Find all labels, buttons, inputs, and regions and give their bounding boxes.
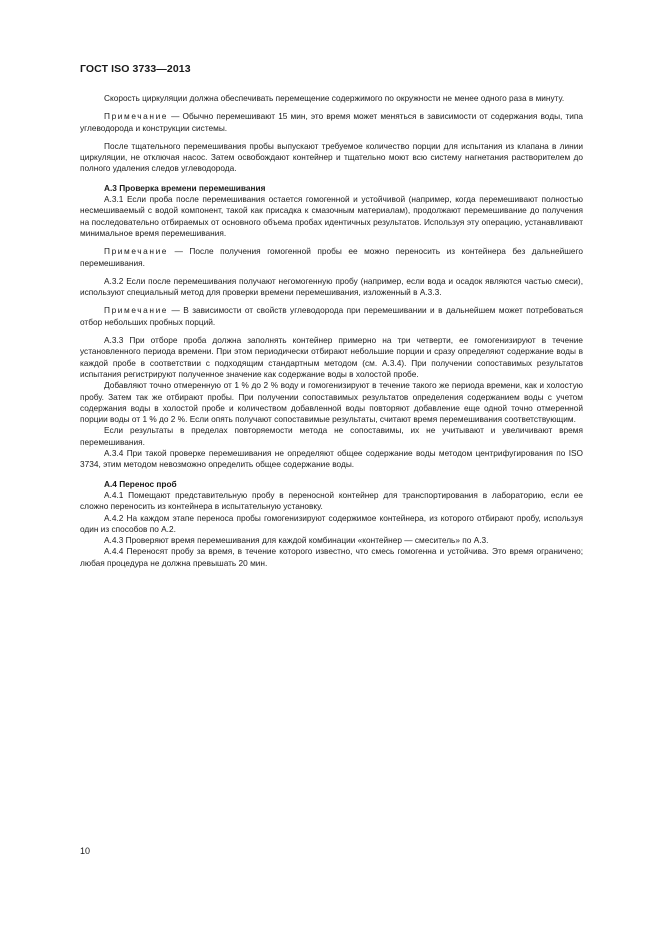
note-paragraph <box>80 246 583 269</box>
page-number: 10 <box>80 846 91 856</box>
paragraph-a3-3: А.3.3 При отборе проба должна заполнять контейнер примерно на три четверти, ее гомогенизируют в течение установленного периода времени. При этом периодически отбирают небольшие порции и сразу определяют содержание воды в каждой пробе в соответствии с подходящим стандартным методом (см. А.3.4). При получении сопоставимых результатов испытания регистрируют полученное значение как содержание воды в холостой пробе. <box>80 335 583 379</box>
paragraph-circulation-speed: Скорость циркуляции должна обеспечивать перемещение содержимого по окружности не менее одного раза в минуту. <box>104 93 565 103</box>
note-label: Примечание <box>104 111 169 122</box>
note-paragraph <box>80 305 583 328</box>
section-heading-a3: А.3 Проверка времени перемешивания <box>104 182 266 193</box>
note-text: — После получения гомогенной пробы ее можно переносить из контейнера без дальнейшего перемешивания. <box>80 246 583 268</box>
document-body <box>80 93 583 569</box>
section-heading-a4: А.4 Перенос проб <box>104 478 177 489</box>
paragraph-a4-3: А.4.3 Проверяют время перемешивания для каждой комбинации «контейнер — смеситель» по А.3. <box>104 535 489 546</box>
paragraph-a3-1: А.3.1 Если проба после перемешивания остается гомогенной и устойчивой (например, когда перемешивают полностью несмешиваемый с водой компонент, такой как присадка к смазочным материалам), продолжают перемешивание до получения на последовательно отбираемых от основного объема пробах идентичных результатов. Используя эту операцию, устанавливают минимальное время перемешивания. <box>80 194 583 238</box>
paragraph-a3-2: А.3.2 Если после перемешивания получают негомогенную пробу (например, если вода и осадок являются частью смеси), используют специальный метод для проверки времени перемешивания, изложенный в А.3.3. <box>80 275 583 298</box>
note-label: Примечание <box>104 246 169 257</box>
paragraph-a4-4: А.4.4 Переносят пробу за время, в течение которого известно, что смесь гомогенна и устойчива. Это время ограничено; любая процедура не должна превышать 20 мин. <box>80 546 583 568</box>
paragraph-a3-4: А.3.4 При такой проверке перемешивания не определяют общее содержание воды методом центрифугирования по ISO 3734, этим методом невозможно определить общее содержание воды. <box>80 448 583 470</box>
paragraph-a4-2: А.4.2 На каждом этапе переноса пробы гомогенизируют содержимое контейнера, из которого отбирают пробу, используя один из способов по А.2. <box>80 512 583 534</box>
paragraph-a3-3-repeatability: Если результаты в пределах повторяемости метода не сопоставимы, их не учитывают и увеличивают время перемешивания. <box>80 425 583 447</box>
paragraph-a3-3-water-addition: Добавляют точно отмеренную от 1 % до 2 % воду и гомогенизируют в течение такого же периода времени, как и холостую пробу. Затем так же отбирают пробы. При получении сопоставимых результатов определения содержанием воды с учетом содержания воды в холостой пробе и количеством добавленной воды повторяют добавление еще одной точно отмеренной порции воды от 1 % до 2 %. Если опять получают сопоставимые результаты, считают время перемешивания соответствующим. <box>80 380 583 425</box>
document-header: ГОСТ ISO 3733—2013 <box>80 63 191 75</box>
note-label: Примечание <box>104 305 169 316</box>
note-text: — В зависимости от свойств углеводорода при перемешивании и в дальнейшем может потребоваться отбор небольших пробных порций. <box>80 305 583 327</box>
paragraph-sample-release: После тщательного перемешивания пробы выпускают требуемое количество порции для испытания из клапана в линии циркуляции, не отключая насос. Затем освобождают контейнер и тщательно моют всю систему нагнетания растворителем до полного удаления следов углеводорода. <box>80 140 583 174</box>
paragraph-a4-1: А.4.1 Помещают представительную пробу в переносной контейнер для транспортирования в лабораторию, если ее сложно переносить из контейнера в испытательную установку. <box>80 489 583 512</box>
note-text: — Обычно перемешивают 15 мин, это время может меняться в зависимости от содержания воды, типа углеводорода и конструкции системы. <box>80 111 583 133</box>
note-paragraph <box>80 111 583 134</box>
